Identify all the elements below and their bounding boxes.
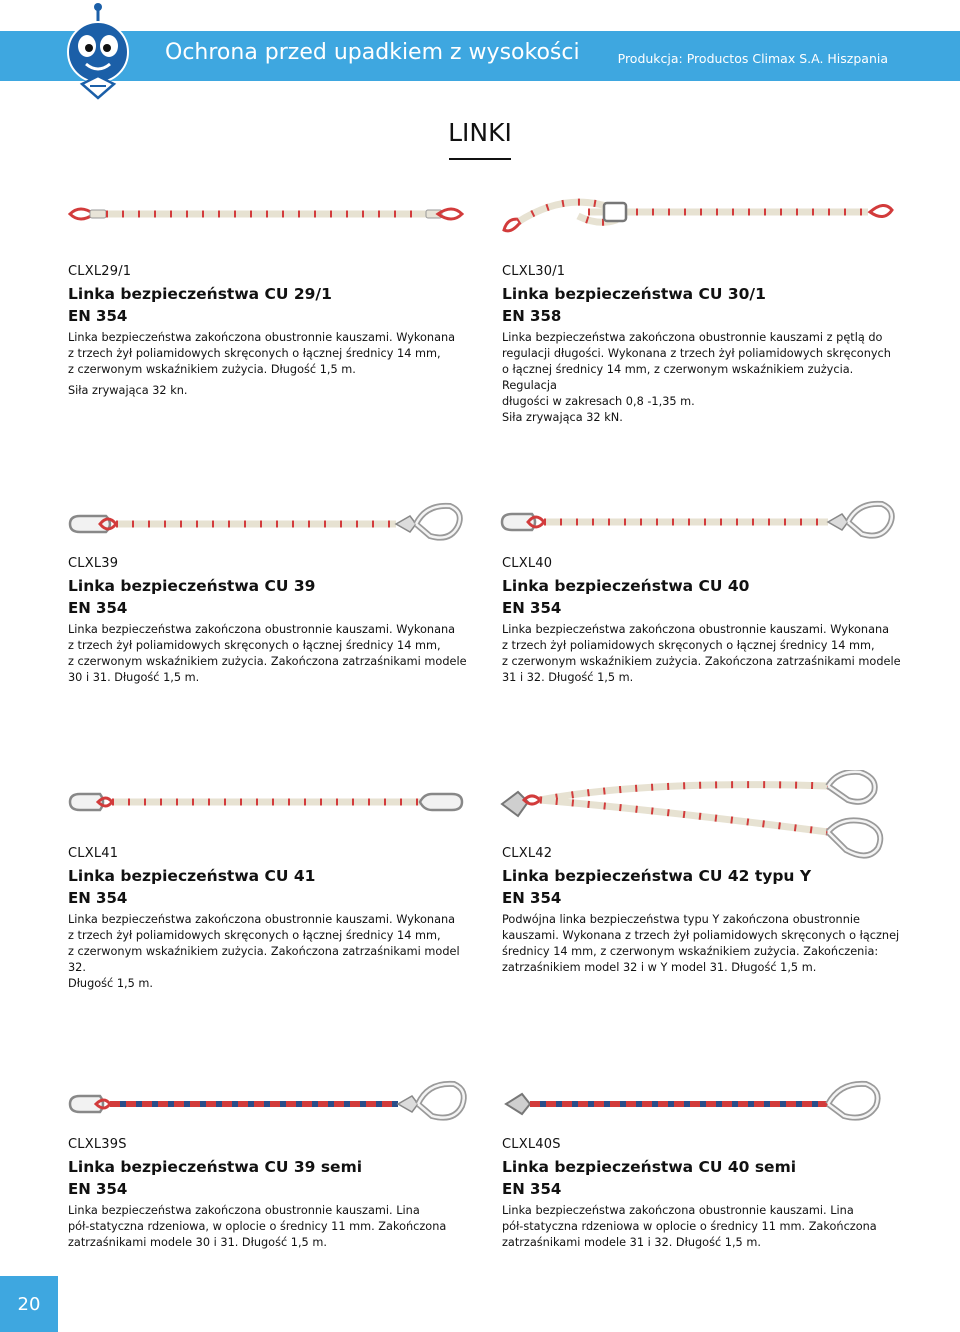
product-clxl39s — [68, 1137, 468, 1251]
product-standard: EN 354 — [68, 889, 128, 907]
section-title-underline — [449, 158, 511, 160]
product-name: Linka bezpieczeństwa CU 42 typu Y — [502, 867, 812, 885]
description-line: zatrzaśnikami modele 31 i 32. Długość 1,5 m. — [502, 1236, 761, 1249]
header-title: Ochrona przed upadkiem z wysokości — [165, 40, 580, 65]
description-line: Linka bezpieczeństwa zakończona obustronnie kauszami z pętlą do — [502, 331, 883, 344]
product-standard: EN 354 — [502, 599, 562, 617]
description-line: z czerwonym wskaźnikiem zużycia. Długość 1,5 m. — [68, 363, 356, 376]
product-code: CLXL29/1 — [68, 264, 132, 279]
description-line: Linka bezpieczeństwa zakończona obustronnie kauszami. Wykonana — [68, 331, 456, 344]
description-line: Linka bezpieczeństwa zakończona obustronnie kauszami. Wykonana — [502, 623, 890, 636]
product-clxl29-1 — [68, 264, 468, 399]
product-description — [68, 912, 468, 992]
description-line: 31 i 32. Długość 1,5 m. — [502, 671, 634, 684]
description-line: z czerwonym wskaźnikiem zużycia. Zakończona zatrzaśnikami model 32. — [68, 945, 460, 974]
product-name: Linka bezpieczeństwa CU 39 semi — [68, 1158, 363, 1176]
lanyard-cu29-1-photo — [66, 198, 466, 230]
product-code: CLXL30/1 — [502, 264, 566, 279]
description-line: Siła zrywająca 32 kn. — [68, 384, 188, 397]
product-clxl40s — [502, 1137, 902, 1251]
description-line: z czerwonym wskaźnikiem zużycia. Zakończona zatrzaśnikami modele — [68, 655, 467, 668]
lanyard-semi-photo — [66, 1076, 896, 1128]
description-line: zatrzaśnikami modele 30 i 31. Długość 1,5 m. — [68, 1236, 327, 1249]
product-code: CLXL41 — [68, 846, 119, 861]
product-standard: EN 354 — [502, 889, 562, 907]
description-line: pół-statyczna rdzeniowa, w oplocie o średnicy 11 mm. Zakończona — [68, 1220, 447, 1233]
mascot-logo-icon — [58, 2, 138, 102]
description-line: Linka bezpieczeństwa zakończona obustronnie kauszami. Lina — [68, 1204, 420, 1217]
description-line: z trzech żył poliamidowych skręconych o łącznej średnicy 14 mm, — [68, 347, 441, 360]
lanyard-cu41-photo — [66, 786, 466, 818]
lanyard-cu40-photo — [498, 500, 898, 544]
header-producer: Produkcja: Productos Climax S.A. Hiszpania — [617, 51, 888, 66]
description-line: 30 i 31. Długość 1,5 m. — [68, 671, 200, 684]
product-code: CLXL39 — [68, 556, 119, 571]
product-clxl41 — [68, 846, 468, 992]
description-line: długości w zakresach 0,8 -1,35 m. — [502, 395, 695, 408]
product-standard: EN 354 — [68, 1180, 128, 1198]
product-name: Linka bezpieczeństwa CU 40 semi — [502, 1158, 797, 1176]
product-name: Linka bezpieczeństwa CU 39 — [68, 577, 316, 595]
product-code: CLXL40S — [502, 1137, 561, 1152]
product-code: CLXL39S — [68, 1137, 127, 1152]
description-line: Podwójna linka bezpieczeństwa typu Y zakończona obustronnie — [502, 913, 860, 926]
description-line: o łącznej średnicy 14 mm, z czerwonym wskaźnikiem zużycia. Regulacja — [502, 363, 854, 392]
product-description — [502, 912, 902, 976]
product-standard: EN 358 — [502, 307, 562, 325]
product-name: Linka bezpieczeństwa CU 40 — [502, 577, 750, 595]
section-title: LINKI — [448, 118, 512, 147]
product-clxl42 — [502, 846, 902, 976]
description-line: regulacji długości. Wykonana z trzech żył poliamidowych skręconych — [502, 347, 891, 360]
description-line: z czerwonym wskaźnikiem zużycia. Zakończona zatrzaśnikami modele — [502, 655, 901, 668]
product-standard: EN 354 — [502, 1180, 562, 1198]
product-description — [68, 622, 468, 686]
product-name: Linka bezpieczeństwa CU 29/1 — [68, 285, 332, 303]
product-description — [502, 330, 902, 426]
description-line: z trzech żył poliamidowych skręconych o łącznej średnicy 14 mm, — [68, 639, 441, 652]
description-line: z trzech żył poliamidowych skręconych o łącznej średnicy 14 mm, — [68, 929, 441, 942]
product-description — [502, 1203, 902, 1251]
description-line: Siła zrywająca 32 kN. — [502, 411, 623, 424]
product-standard: EN 354 — [68, 307, 128, 325]
product-description — [68, 330, 468, 399]
page-header — [0, 0, 960, 105]
description-line: z trzech żył poliamidowych skręconych o łącznej średnicy 14 mm, — [502, 639, 875, 652]
description-line: Długość 1,5 m. — [68, 977, 153, 990]
product-clxl39 — [68, 556, 468, 686]
product-standard: EN 354 — [68, 599, 128, 617]
product-clxl40 — [502, 556, 902, 686]
description-line: Linka bezpieczeństwa zakończona obustronnie kauszami. Wykonana — [68, 913, 456, 926]
product-code: CLXL40 — [502, 556, 553, 571]
description-line: kauszami. Wykonana z trzech żył poliamidowych skręconych o łącznej — [502, 929, 900, 942]
description-line: Linka bezpieczeństwa zakończona obustronnie kauszami. Lina — [502, 1204, 854, 1217]
description-line: Linka bezpieczeństwa zakończona obustronnie kauszami. Wykonana — [68, 623, 456, 636]
page-number: 20 — [0, 1276, 58, 1332]
product-code: CLXL42 — [502, 846, 553, 861]
description-line: pół-statyczna rdzeniowa w oplocie o średnicy 11 mm. Zakończona — [502, 1220, 877, 1233]
description-line: średnicy 14 mm, z czerwonym wskaźnikiem zużycia. Zakończenia: — [502, 945, 879, 958]
description-line: zatrzaśnikiem model 32 i w Y model 31. Długość 1,5 m. — [502, 961, 817, 974]
product-description — [68, 1203, 468, 1251]
product-name: Linka bezpieczeństwa CU 41 — [68, 867, 316, 885]
product-name: Linka bezpieczeństwa CU 30/1 — [502, 285, 766, 303]
product-description — [502, 622, 902, 686]
lanyard-cu39-photo — [66, 500, 466, 544]
lanyard-cu30-1-photo — [498, 190, 898, 240]
product-clxl30-1 — [502, 264, 902, 426]
